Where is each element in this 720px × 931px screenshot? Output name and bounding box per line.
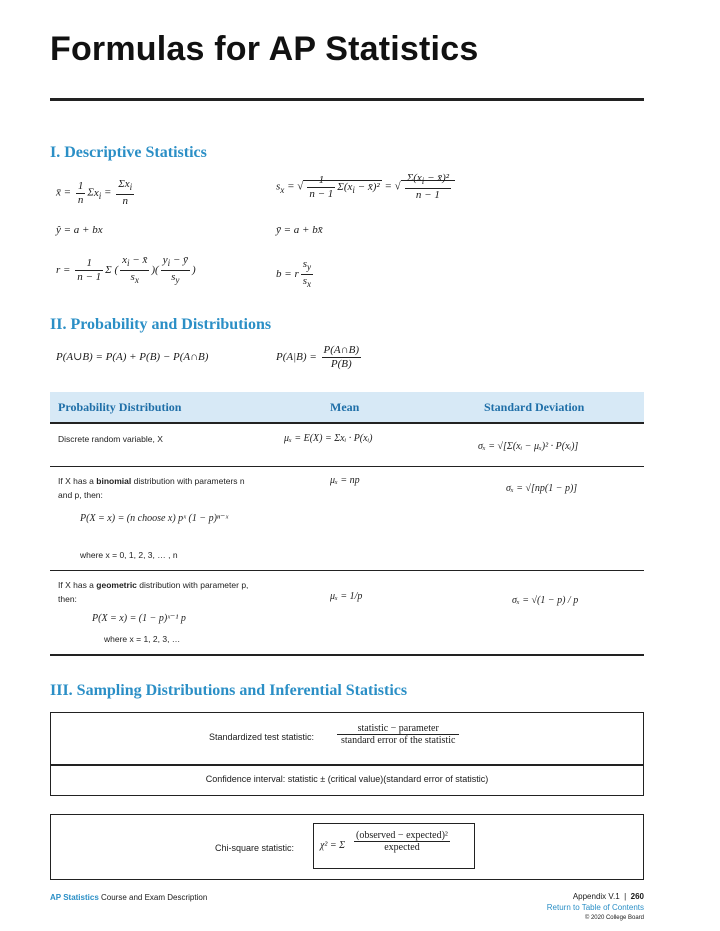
row-binomial-sd: σₓ = √[np(1 − p)] — [506, 483, 578, 494]
header-standard-deviation: Standard Deviation — [484, 400, 585, 414]
test-statistic-label: Standardized test statistic: — [209, 732, 315, 742]
row-geometric-where: where x = 1, 2, 3, … — [104, 634, 181, 644]
section-heading-probability: II. Probability and Distributions — [50, 316, 272, 333]
confidence-interval-box — [50, 764, 644, 796]
row-geometric-sd: σₓ = √(1 − p) / p — [512, 595, 579, 606]
return-to-contents-link[interactable]: Return to Table of Contents — [546, 903, 644, 912]
table-row-divider — [50, 570, 644, 571]
footer-brand: AP Statistics — [50, 893, 99, 902]
row-binomial-where: where x = 0, 1, 2, 3, … , n — [80, 550, 178, 560]
row-discrete-sd: σₓ = √[Σ(xᵢ − μₓ)² · P(xᵢ)] — [478, 441, 579, 452]
formula-standard-deviation: $s_x$ = √ $\frac{1}{n - 1}$ $\Sigma(x_i$ − x̄)² = √ $\frac{\Sigma(x_i - x̄)^2}{n - 1}$ — [276, 172, 455, 202]
distribution-table-header — [50, 392, 644, 424]
formula-mean-y: ȳ = a + bx̄ — [276, 224, 323, 236]
footer-copyright: © 2020 College Board — [584, 915, 644, 921]
page-title: Formulas for AP Statistics — [50, 30, 479, 68]
footer-page-info: Appendix V.1 | 260 Return to Table of Contents © 2020 College Board — [547, 891, 644, 924]
footer-appendix: Appendix V.1 — [572, 892, 620, 901]
formula-union: P(A∪B) = P(A) + P(B) − P(A∩B) — [56, 351, 209, 363]
test-statistic-fraction — [337, 723, 459, 746]
formula-slope: b = r $\frac{s_y}{s_x}$ — [276, 258, 312, 290]
footer-page-number: 260 — [630, 892, 644, 901]
formula-correlation: r = $\frac{1}{n - 1}$ Σ ( $\frac{x_i - x̄}{s_x}$ )( $\frac{y_i - ȳ}{s_y}$ ) — [56, 254, 196, 286]
header-distribution: Probability Distribution — [58, 400, 182, 414]
row-binomial-formula: P(X = x) = (n choose x) pˣ (1 − p)ⁿ⁻ˣ — [80, 513, 229, 524]
chi-square-label: Chi-square statistic: — [215, 843, 295, 853]
footer-course — [50, 893, 207, 902]
header-mean: Mean — [330, 400, 360, 414]
formula-mean: x̄ = $\frac{1}{n}$ $\Sigma x_i$ = $\frac{\Sigma x_i}{n}$ — [56, 178, 133, 208]
confidence-interval-label: Confidence interval: statistic ± (critical value)(standard error of statistic) — [205, 774, 489, 784]
row-geometric-formula: P(X = x) = (1 − p)ˣ⁻¹ p — [92, 613, 186, 624]
chi-square-box — [50, 814, 644, 880]
test-statistic-denominator: standard error of the statistic — [341, 735, 456, 746]
chi-square-numerator: (observed − expected)² — [356, 830, 448, 841]
table-bottom-rule — [50, 654, 644, 656]
row-binomial-label: If X has a binomial distribution with parameters n and p, then: — [58, 476, 245, 500]
row-geometric-label: If X has a geometric distribution with parameter p, then: — [58, 580, 249, 604]
footer-description: Course and Exam Description — [101, 893, 208, 902]
row-binomial-mean: μₓ = np — [330, 475, 360, 486]
row-discrete-mean: μₓ = E(X) = Σxᵢ · P(xᵢ) — [284, 433, 373, 444]
formula-conditional: P(A|B) = $\frac{P(A\cap B)}{P(B)}$ — [276, 344, 359, 370]
section-heading-descriptive: I. Descriptive Statistics — [50, 144, 207, 161]
row-discrete-label: Discrete random variable, X — [58, 434, 163, 444]
row-geometric-mean: μₓ = 1/p — [330, 591, 363, 602]
test-statistic-numerator: statistic − parameter — [337, 723, 459, 735]
chi-square-denominator: expected — [384, 842, 420, 853]
title-divider — [50, 98, 644, 101]
chi-square-formula: χ² = Σ (observed − expected)² expected — [313, 823, 475, 869]
test-statistic-box — [50, 712, 644, 766]
table-row-divider — [50, 466, 644, 467]
formula-regression-line: ŷ = a + bx — [56, 224, 103, 236]
section-heading-sampling: III. Sampling Distributions and Inferential Statistics — [50, 682, 408, 699]
